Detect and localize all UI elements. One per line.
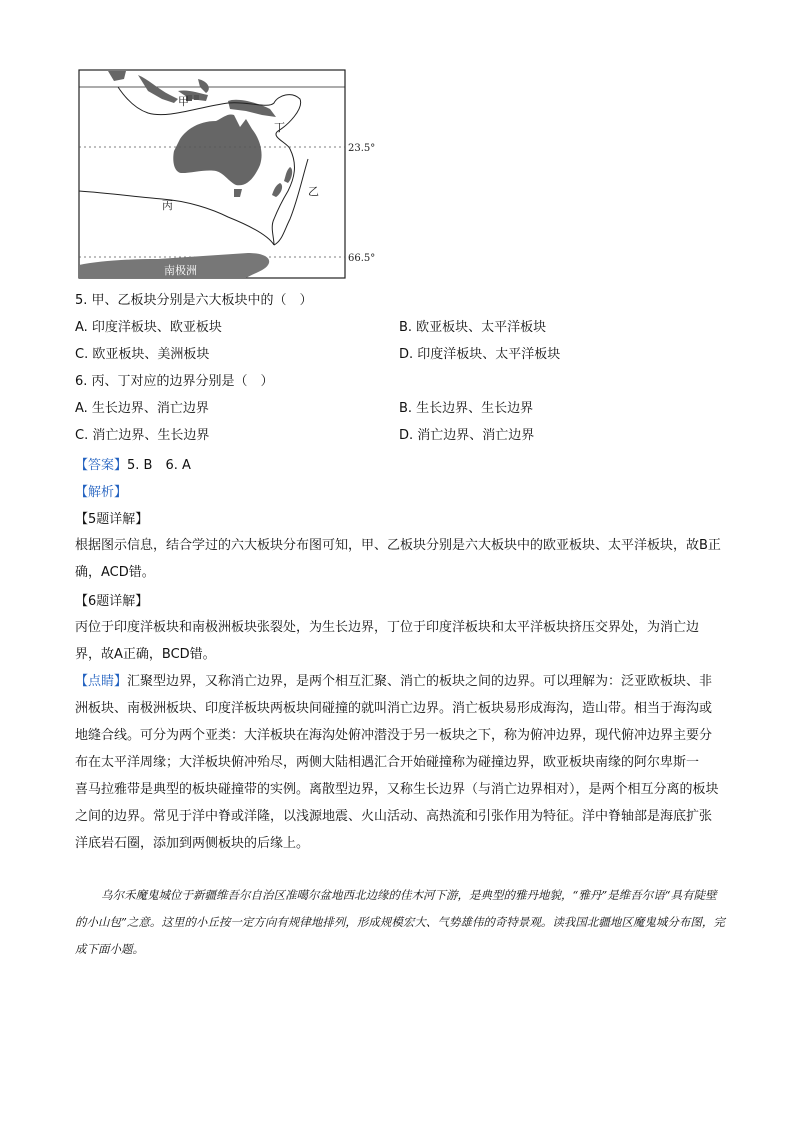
question-5-option-c: C. 欧亚板块、美洲板块 <box>75 347 210 362</box>
label-lat-23: 23.5° <box>348 143 376 154</box>
question-5-option-b: B. 欧亚板块、太平洋板块 <box>399 320 547 335</box>
label-jia: 甲 <box>178 95 189 108</box>
tips-paragraph-2: 喜马拉雅带是典型的板块碰撞带的实例。离散型边界，又称生长边界（与消亡边界相对），是两个相互分离的板块之间的边界。常见于洋中脊或洋隆，以浅源地震、火山活动、高热流和引张作用为特征。洋中脊轴部是海底扩张洋底岩石圈，添加到两侧板块的后缘上。 <box>75 782 719 851</box>
analysis-label: 【解析】 <box>75 485 128 500</box>
label-ding: 丁 <box>274 121 285 134</box>
answer-label: 【答案】 <box>75 458 128 473</box>
tips-paragraph <box>75 668 723 776</box>
question-6-option-b: B. 生长边界、生长边界 <box>399 401 534 416</box>
next-question-intro: 乌尔禾魔鬼城位于新疆维吾尔自治区准噶尔盆地西北边缘的佳木河下游，是典型的雅丹地貌，“雅丹”是维吾尔语“具有陡壁的小山包”之意。这里的小丘按一定方向有规律地排列，形成规模宏大、气势雄伟的奇特景观。读我国北疆地区魔鬼城分布图，完成下面小题。 <box>75 888 725 956</box>
question-5-stem: 5. 甲、乙板块分别是六大板块中的（ ） <box>75 293 313 308</box>
answer-value: 5. B 6. A <box>127 458 191 473</box>
tips-label: 【点睛】 <box>75 674 128 689</box>
label-yi: 乙 <box>308 185 319 198</box>
label-lat-66: 66.5° <box>348 253 376 264</box>
label-antarctica: 南极洲 <box>164 264 197 277</box>
detail-5-text: 根据图示信息，结合学过的六大板块分布图可知，甲、乙板块分别是六大板块中的欧亚板块、太平洋板块，故B正确，ACD错。 <box>75 538 721 580</box>
detail-6-title: 【6题详解】 <box>75 594 149 609</box>
question-6-stem: 6. 丙、丁对应的边界分别是（ ） <box>75 374 274 389</box>
question-6-option-c: C. 消亡边界、生长边界 <box>75 428 210 443</box>
question-6-option-a: A. 生长边界、消亡边界 <box>75 401 209 416</box>
plate-map <box>78 69 378 281</box>
question-5-option-d: D. 印度洋板块、太平洋板块 <box>399 347 561 362</box>
detail-6-text: 丙位于印度洋板块和南极洲板块张裂处，为生长边界，丁位于印度洋板块和太平洋板块挤压交界处，为消亡边界，故A正确，BCD错。 <box>75 620 700 662</box>
answer-line <box>75 454 191 473</box>
label-bing: 丙 <box>162 199 173 212</box>
map-frame <box>79 70 345 278</box>
question-5-option-a: A. 印度洋板块、欧亚板块 <box>75 320 222 335</box>
question-6-option-d: D. 消亡边界、消亡边界 <box>399 428 535 443</box>
detail-5-title: 【5题详解】 <box>75 512 149 527</box>
tips-text: 汇聚型边界，又称消亡边界，是两个相互汇聚、消亡的板块之间的边界。可以理解为：泛亚欧板块、非洲板块、南极洲板块、印度洋板块两板块间碰撞的就叫消亡边界。消亡板块易形成海沟，造山带。相当于海沟或地缝合线。可分为两个亚类：大洋板块在海沟处俯冲潜没于另一板块之下，称为俯冲边界，现代俯冲边界主要分布在太平洋周缘；大洋板块俯冲殆尽，两侧大陆相遇汇合开始碰撞称为碰撞边界，欧亚板块南缘的阿尔卑斯一 <box>75 674 713 770</box>
